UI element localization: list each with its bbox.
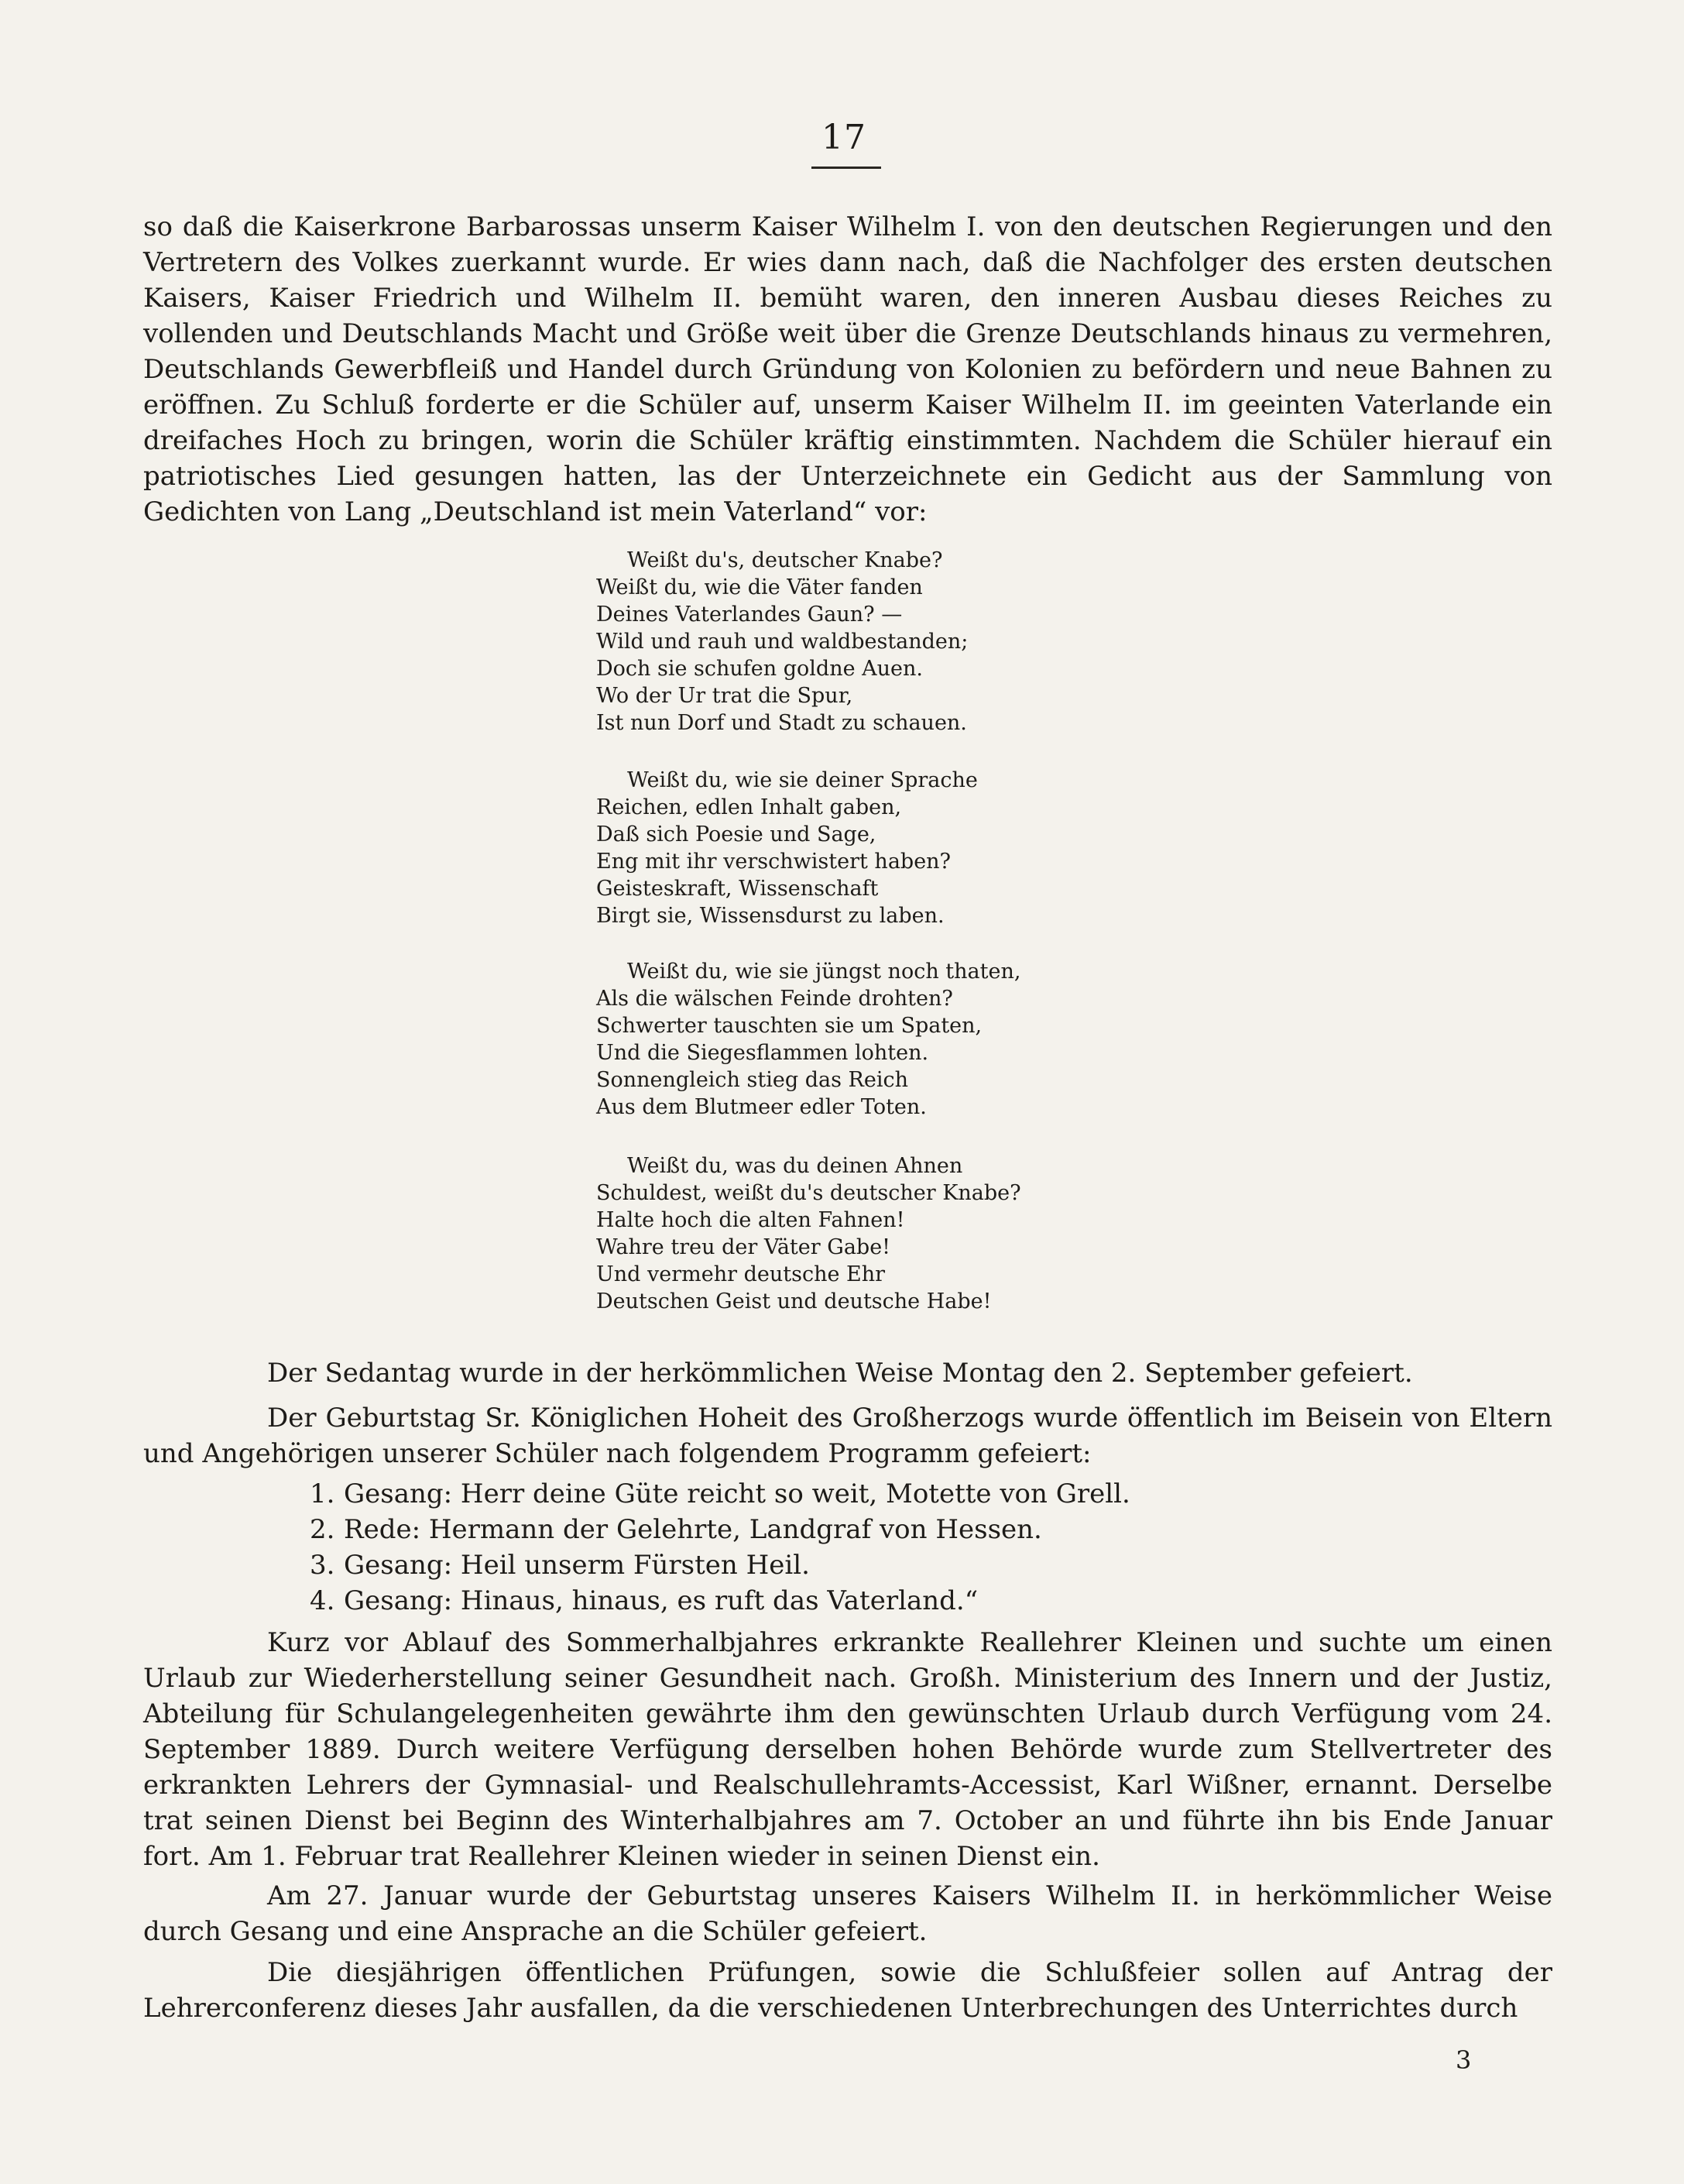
poem-line: Daß sich Poesie und Sage, <box>596 822 876 846</box>
program-item-text: Rede: Hermann der Gelehrte, Landgraf von Hessen. <box>344 1514 1042 1545</box>
poem-line: Ist nun Dorf und Stadt zu schauen. <box>596 711 967 735</box>
poem-line: Weißt du, wie sie jüngst noch thaten, <box>627 960 1021 984</box>
poem-line: Eng mit ihr verschwistert haben? <box>596 850 952 874</box>
paragraph-pruefungen: Die diesjährigen öffentlichen Prüfungen, sowie die Schlußfeier sollen auf Antrag der Lehrerconferenz dieses Jahr ausfallen, da die verschiedenen Unterbrechungen des Unterrichtes durch <box>143 1957 1552 2024</box>
paragraph-sedantag: Der Sedantag wurde in der herkömmlichen Weise Montag den 2. September gefeiert. <box>267 1358 1413 1389</box>
program-item-number: 3. <box>310 1550 335 1581</box>
poem-stanza-3 <box>596 958 1076 1121</box>
page-number: 17 <box>821 118 866 157</box>
poem-line: Als die wälschen Feinde drohten? <box>596 987 953 1011</box>
poem-line: Und vermehr deutsche Ehr <box>596 1262 886 1286</box>
program-item <box>310 1583 1394 1619</box>
program-item <box>310 1547 1394 1583</box>
poem-line: Deutschen Geist und deutsche Habe! <box>596 1289 992 1313</box>
poem-line: Doch sie schufen goldne Auen. <box>596 657 923 681</box>
poem-line: Halte hoch die alten Fahnen! <box>596 1208 905 1232</box>
poem-line: Schwerter tauschten sie um Spaten, <box>596 1014 983 1038</box>
poem-line: Reichen, edlen Inhalt gaben, <box>596 795 902 819</box>
paragraph-urlaub: Kurz vor Ablauf des Sommerhalbjahres erkrankte Reallehrer Kleinen und suchte um einen Urlaub zur Wiederherstellung seiner Gesundheit nach. Großh. Ministerium des Innern und der Justiz, Abteilung für Schulangelegenheiten gewährte ihm den gewünschten Urlaub durch Verfügung vom 24. September 1889. Durch weitere Verfügung derselben hohen Behörde wurde zum Stellvertreter des erkrankten Lehrers der Gymnasial- und Realschullehramts-Accessist, Karl Wißner, ernannt. Derselbe trat seinen Dienst bei Beginn des Winterhalbjahres am 7. October an und führte ihn bis Ende Januar fort. Am 1. Februar trat Reallehrer Kleinen wieder in seinen Dienst ein. <box>143 1627 1552 1872</box>
poem-line: Sonnengleich stieg das Reich <box>596 1068 908 1092</box>
poem-line: Wild und rauh und waldbestanden; <box>596 630 969 654</box>
signature-mark: 3 <box>1456 2045 1472 2075</box>
program-item <box>310 1476 1394 1512</box>
poem-stanza-2 <box>596 767 1076 929</box>
poem-line: Weißt du, wie die Väter fanden <box>596 575 923 599</box>
poem-line: Birgt sie, Wissensdurst zu laben. <box>596 904 945 928</box>
poem-line: Wo der Ur trat die Spur, <box>596 684 853 708</box>
program-item-text: Gesang: Hinaus, hinaus, es ruft das Vaterland.“ <box>344 1585 979 1616</box>
page-number-underline <box>811 167 881 169</box>
poem-line: Weißt du's, deutscher Knabe? <box>627 548 943 572</box>
poem-line: Wahre treu der Väter Gabe! <box>596 1235 891 1259</box>
paragraph-geburtstag: Der Geburtstag Sr. Königlichen Hoheit des Großherzogs wurde öffentlich im Beisein von Eltern und Angehörigen unserer Schüler nach folgendem Programm gefeiert: <box>143 1403 1552 1469</box>
paragraph-speech-summary: so daß die Kaiserkrone Barbarossas unserm Kaiser Wilhelm I. von den deutschen Regierungen und den Vertretern des Volkes zuerkannt wurde. Er wies dann nach, daß die Nachfolger des ersten deutschen Kaisers, Kaiser Friedrich und Wilhelm II. bemüht waren, den inneren Ausbau dieses Reiches zu vollenden und Deutschlands Macht und Größe weit über die Grenze Deutschlands hinaus zu vermehren, Deutschlands Gewerbfleiß und Handel durch Gründung von Kolonien zu befördern und neue Bahnen zu eröffnen. Zu Schluß forderte er die Schüler auf, unserm Kaiser Wilhelm II. im geeinten Vaterlande ein dreifaches Hoch zu bringen, worin die Schüler kräftig einstimmten. Nachdem die Schüler hierauf ein patriotisches Lied gesungen hatten, las der Unterzeichnete ein Gedicht aus der Sammlung von Gedichten von Lang „Deutschland ist mein Vaterland“ vor: <box>143 211 1552 527</box>
program-item-number: 1. <box>310 1478 335 1509</box>
poem-line: Und die Siegesflammen lohten. <box>596 1041 929 1065</box>
program-item-text: Gesang: Herr deine Güte reicht so weit, Motette von Grell. <box>344 1478 1130 1509</box>
program-list <box>310 1476 1394 1619</box>
program-item-number: 2. <box>310 1514 335 1545</box>
poem-line: Aus dem Blutmeer edler Toten. <box>596 1095 927 1119</box>
poem-line: Weißt du, was du deinen Ahnen <box>627 1154 963 1178</box>
poem-line: Weißt du, wie sie deiner Sprache <box>627 768 978 792</box>
program-item-text: Gesang: Heil unserm Fürsten Heil. <box>344 1550 810 1581</box>
program-item <box>310 1512 1394 1547</box>
poem-line: Geisteskraft, Wissenschaft <box>596 877 879 901</box>
poem-stanza-1 <box>596 547 1076 737</box>
program-item-number: 4. <box>310 1585 335 1616</box>
paragraph-kaisers-geburtstag: Am 27. Januar wurde der Geburtstag unseres Kaisers Wilhelm II. in herkömmlicher Weise durch Gesang und eine Ansprache an die Schüler gefeiert. <box>143 1880 1552 1947</box>
poem-line: Deines Vaterlandes Gaun? — <box>596 603 903 627</box>
poem-stanza-4 <box>596 1152 1076 1315</box>
poem-line: Schuldest, weißt du's deutscher Knabe? <box>596 1181 1021 1205</box>
